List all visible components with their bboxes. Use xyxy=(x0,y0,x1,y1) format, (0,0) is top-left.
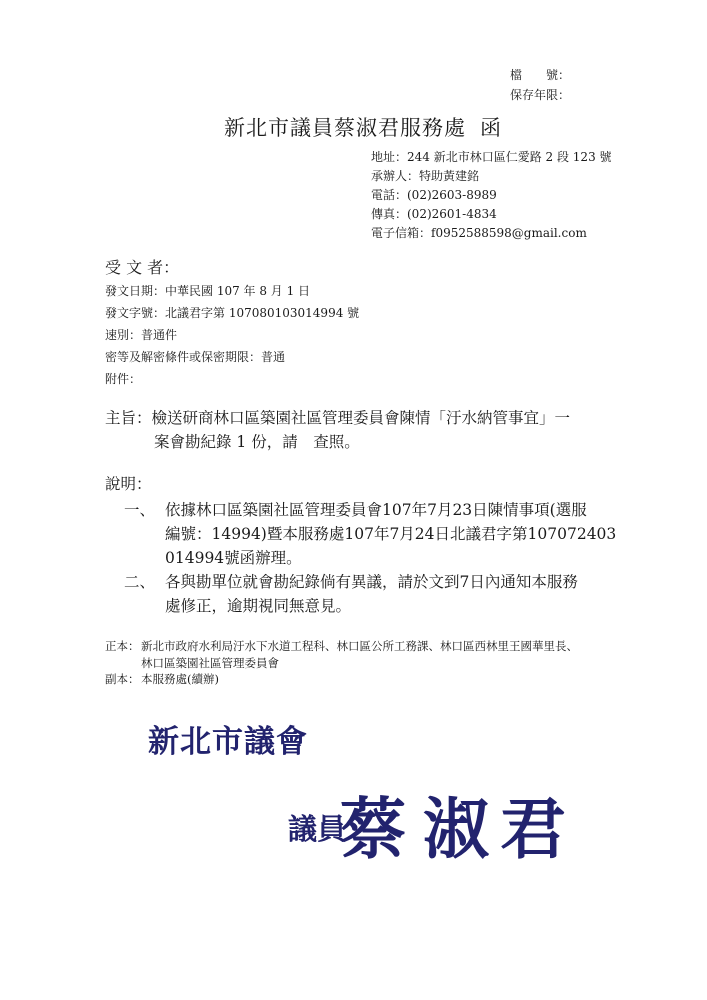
office-title: 新北市議員蔡淑君服務處 xyxy=(224,116,466,140)
explanation-item-2-number: 二、 xyxy=(124,573,156,591)
councilor-title-seal: 議員 xyxy=(288,812,347,846)
copy-recipient-value: 本服務處(續辦) xyxy=(141,672,219,686)
retention-period-label: 保存年限： xyxy=(510,88,571,102)
contact-email: 電子信箱：f0952588598@gmail.com xyxy=(371,226,587,240)
contact-handler: 承辦人：特助黃建銘 xyxy=(371,169,480,183)
copy-recipient-label: 副本： xyxy=(105,672,140,686)
explanation-item-1-number: 一、 xyxy=(124,501,156,519)
secrecy-level: 密等及解密條件或保密期限：普通 xyxy=(105,350,286,364)
subject-line-1: 主旨：檢送研商林口區築園社區管理委員會陳情「汙水納管事宜」一 xyxy=(105,409,571,427)
councilor-name-char-2: 淑 xyxy=(423,790,489,868)
main-recipient-line-2: 林口區築園社區管理委員會 xyxy=(141,656,279,670)
contact-address: 地址：244 新北市林口區仁愛路 2 段 123 號 xyxy=(371,150,612,164)
explanation-item-1-line-3: 014994號函辦理。 xyxy=(165,549,302,567)
council-seal-text: 新北市議會 xyxy=(148,724,308,760)
explanation-item-2-line-1: 各與勘單位就會勘紀錄倘有異議，請於文到7日內通知本服務 xyxy=(165,573,578,591)
councilor-name-char-1: 蔡 xyxy=(340,790,406,868)
explanation-item-2-line-2: 處修正，逾期視同無意見。 xyxy=(165,597,352,615)
recipient-label: 受 文 者： xyxy=(105,258,180,277)
document-number: 發文字號：北議君字第 107080103014994 號 xyxy=(105,306,360,320)
contact-phone: 電話：(02)2603-8989 xyxy=(371,188,497,202)
main-recipient-label: 正本： xyxy=(105,639,140,653)
file-number-label: 檔 號： xyxy=(510,68,571,82)
explanation-item-1-line-1: 依據林口區築園社區管理委員會107年7月23日陳情事項(選服 xyxy=(165,501,587,519)
speed-class: 速別：普通件 xyxy=(105,328,178,342)
subject-line-2: 案會勘紀錄 1 份，請 查照。 xyxy=(154,433,360,451)
main-recipient-line-1: 新北市政府水利局汙水下水道工程科、林口區公所工務課、林口區西林里王國華里長、 xyxy=(141,639,578,653)
councilor-name-char-3: 君 xyxy=(500,790,566,868)
document-type: 函 xyxy=(480,116,502,140)
issue-date: 發文日期：中華民國 107 年 8 月 1 日 xyxy=(105,284,311,298)
attachment-label: 附件： xyxy=(105,372,142,386)
contact-fax: 傳真：(02)2601-4834 xyxy=(371,207,497,221)
explanation-item-1-line-2: 編號：14994)暨本服務處107年7月24日北議君字第107072403 xyxy=(165,525,617,543)
explanation-label: 說明： xyxy=(105,475,152,493)
